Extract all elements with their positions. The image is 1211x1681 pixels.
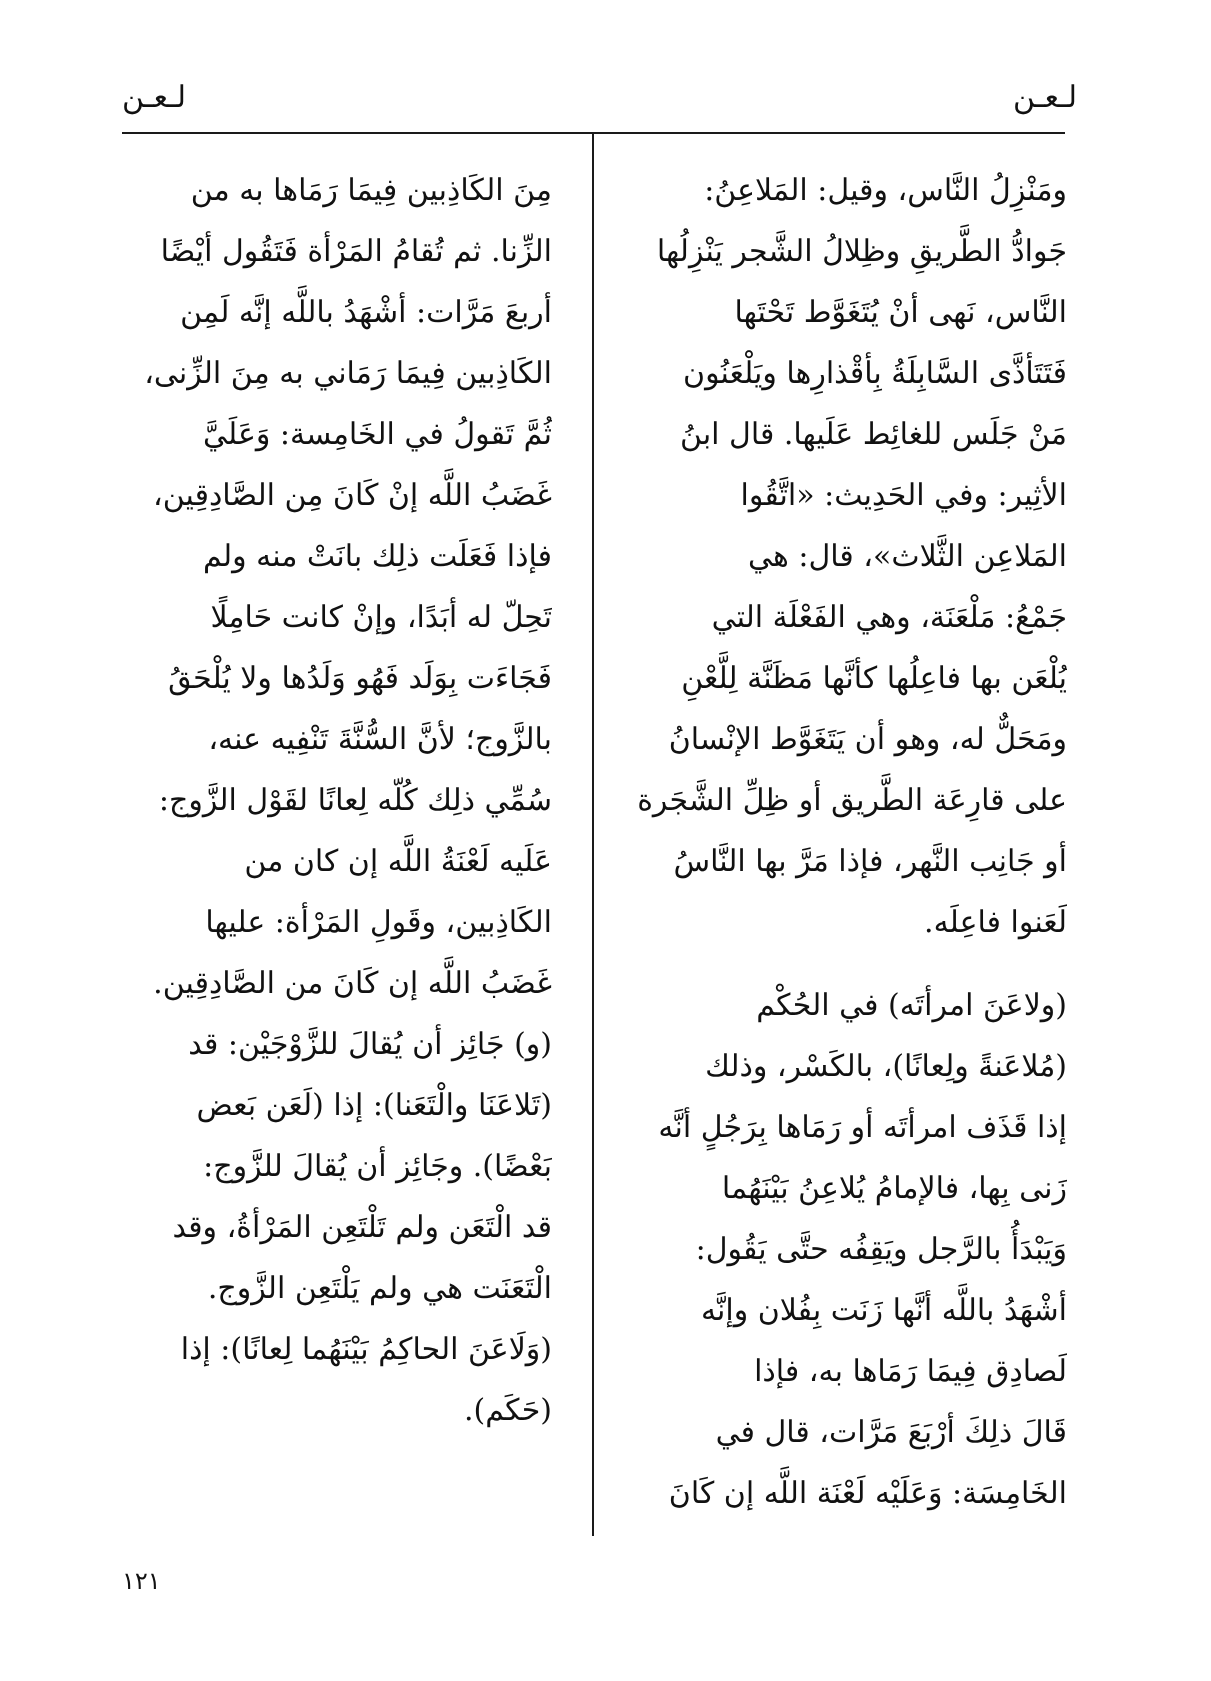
text-line: قد الْتَعَن ولم تَلْتَعِن المَرْأةُ، وقد: [172, 1210, 552, 1245]
entry-start-line: (ولاعَنَ امرأتَه) في الحُكْم: [756, 988, 1067, 1023]
right-text-column: [637, 160, 1067, 1524]
text-line: (حَكَم).: [463, 1393, 552, 1428]
text-line: بَعْضًا). وجَائِز أن يُقالَ للزَّوج:: [203, 1149, 552, 1184]
running-head-right: لـعـن: [1012, 80, 1077, 115]
text-line: فإذا فَعَلَت ذلِك بانَتْ منه ولم: [203, 539, 552, 574]
text-line: وَيَبْدَأُ بالرَّجل ويَقِفُه حتَّى يَقُول:: [695, 1232, 1067, 1267]
text-line: فَتَتَأذَّى السَّابِلَةُ بِأقْذارِها ويَلْعَنُون: [683, 356, 1067, 391]
text-line: فَجَاءَت بِوَلَد فَهُو وَلَدُها ولا يُلْحَقُ: [168, 661, 552, 696]
text-line: (وَلَاعَنَ الحاكِمُ بَيْنَهُما لِعانًا): إذا: [180, 1332, 552, 1367]
text-line: أو جَانِب النَّهر، فإذا مَرَّ بها النَّاسُ: [673, 844, 1067, 879]
text-line: ومَحَلٌّ له، وهو أن يَتَغَوَّط الإنْسانُ: [668, 722, 1067, 757]
text-line: الخَامِسَة: وَعَلَيْه لَعْنَة اللَّه إن كَانَ: [668, 1476, 1067, 1511]
text-line: لَصادِق فِيمَا رَمَاها به، فإذا: [754, 1354, 1067, 1389]
text-line: تَحِلّ له أبَدًا، وإنْ كانت حَامِلًا: [210, 600, 552, 635]
text-line: الكَاذِبين، وقَولِ المَرْأة: عليها: [205, 905, 552, 940]
text-line: ومَنْزِلُ النَّاس، وقيل: المَلاعِنُ:: [704, 173, 1067, 208]
text-line: الزِّنا. ثم تُقامُ المَرْأة فَتَقُول أيْضًا: [160, 234, 552, 269]
left-text-column: [122, 160, 552, 1441]
text-line: قَالَ ذلِكَ أرْبَعَ مَرَّات، قال في: [715, 1415, 1067, 1450]
running-head-left: لـعـن: [122, 80, 187, 115]
text-line: الْتَعَنَت هي ولم يَلْتَعِن الزَّوج.: [207, 1271, 552, 1306]
text-line: أربعَ مَرَّات: أشْهَدُ باللَّه إنَّه لَمِن: [180, 295, 552, 330]
text-line: الأثِير: وفي الحَدِيث: «اتَّقُوا: [740, 478, 1067, 513]
column-divider: [592, 134, 594, 1536]
text-line: المَلاعِن الثَّلاث»، قال: هي: [748, 539, 1067, 574]
text-line: غَضَبُ اللَّه إنْ كَانَ مِن الصَّادِقِين،: [153, 478, 552, 513]
text-line: مَنْ جَلَس للغائِط عَلَيها. قال ابنُ: [679, 417, 1067, 452]
text-line: زَنى بِها، فالإمامُ يُلاعِنُ بَيْنَهُما: [721, 1171, 1067, 1206]
text-line: عَلَيه لَعْنَةُ اللَّه إن كان من: [244, 844, 552, 879]
text-line: يُلْعَن بها فاعِلُها كأنَّها مَظَنَّة لِلَّعْنِ: [681, 661, 1067, 696]
page-number: ١٢١: [122, 1567, 161, 1595]
text-line: إذا قَذَف امرأتَه أو رَمَاها بِرَجُلٍ أنَّه: [658, 1110, 1067, 1145]
text-line: النَّاس، نَهى أنْ يُتَغَوَّط تَحْتَها: [734, 295, 1067, 330]
text-line: الكَاذِبين فِيمَا رَمَاني به مِنَ الزِّنى،: [144, 356, 552, 391]
text-line: (و) جَائِز أن يُقالَ للزَّوْجَيْن: قد: [188, 1027, 552, 1062]
text-line: سُمِّي ذلِك كُلّه لِعانًا لقَوْل الزَّوج:: [158, 783, 552, 818]
text-line: لَعَنوا فاعِلَه.: [924, 905, 1067, 940]
text-line: أشْهَدُ باللَّه أنَّها زَنَت بِفُلان وإنَّه: [700, 1293, 1067, 1328]
text-line: غَضَبُ اللَّه إن كَانَ من الصَّادِقِين.: [153, 966, 552, 1001]
text-line: جَمْعُ: مَلْعَنَة، وهي الفَعْلَة التي: [711, 600, 1067, 635]
text-line: جَوادُّ الطَّريقِ وظِلالُ الشَّجر يَنْزِلُها: [656, 234, 1067, 269]
text-line: على قارِعَة الطَّريق أو ظِلِّ الشَّجَرة: [637, 783, 1067, 818]
text-line: (تَلاعَنَا والْتَعَنا): إذا (لَعَن بَعض: [196, 1088, 552, 1123]
text-line: مِنَ الكَاذِبين فِيمَا رَمَاها به من: [190, 173, 552, 208]
text-line: (مُلاعَنةً ولِعانًا)، بالكَسْر، وذلك: [705, 1049, 1067, 1084]
text-line: ثُمَّ تَقولُ في الخَامِسة: وَعَلَيَّ: [203, 417, 552, 452]
text-line: بالزَّوج؛ لأنَّ السُّنَّةَ تَنْفِيه عنه،: [208, 722, 552, 757]
